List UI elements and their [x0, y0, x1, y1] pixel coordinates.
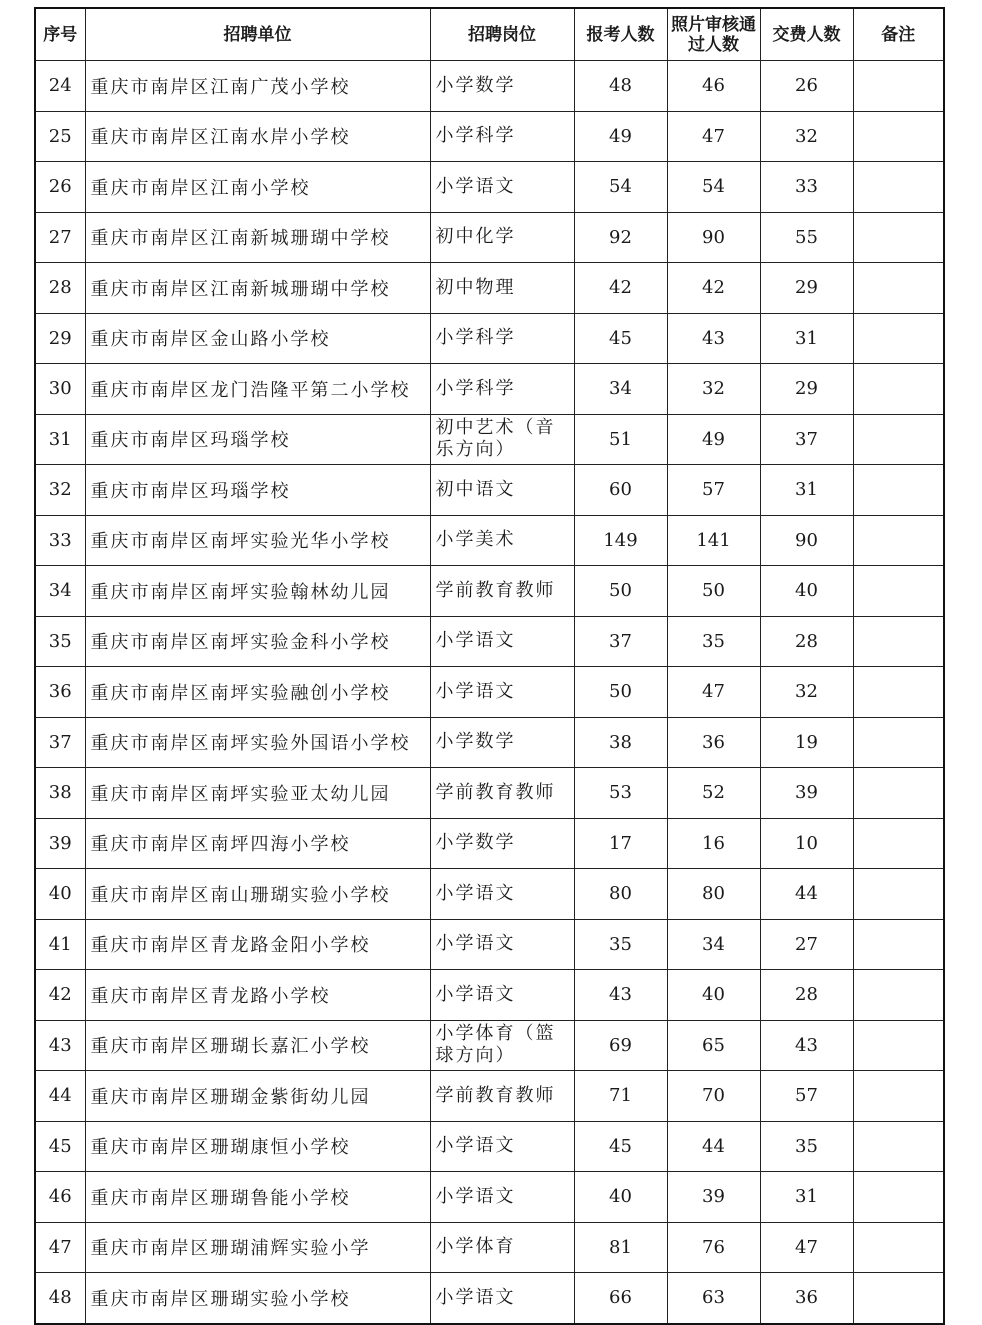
cell-seq: 30 — [35, 364, 85, 415]
cell-note — [853, 313, 944, 364]
cell-seq: 33 — [35, 515, 85, 566]
cell-unit: 重庆市南岸区南坪实验翰林幼儿园 — [85, 566, 430, 617]
cell-seq: 28 — [35, 263, 85, 314]
cell-apply: 149 — [574, 515, 667, 566]
cell-seq: 45 — [35, 1121, 85, 1172]
table-row — [35, 364, 944, 415]
cell-photo: 47 — [667, 111, 760, 162]
cell-photo: 47 — [667, 667, 760, 718]
table-row — [35, 667, 944, 718]
cell-photo: 35 — [667, 616, 760, 667]
cell-unit: 重庆市南岸区南坪实验金科小学校 — [85, 616, 430, 667]
cell-unit: 重庆市南岸区珊瑚浦辉实验小学 — [85, 1222, 430, 1273]
cell-note — [853, 667, 944, 718]
table-row — [35, 465, 944, 516]
cell-post: 学前教育教师 — [430, 768, 574, 819]
cell-unit: 重庆市南岸区龙门浩隆平第二小学校 — [85, 364, 430, 415]
cell-post: 小学语文 — [430, 1273, 574, 1324]
cell-post: 小学体育（篮球方向） — [430, 1020, 574, 1071]
cell-photo: 44 — [667, 1121, 760, 1172]
header-photo-text: 照片审核通过人数 — [671, 14, 756, 55]
cell-note — [853, 1172, 944, 1223]
table-row — [35, 515, 944, 566]
header-row — [35, 8, 944, 61]
cell-post: 小学数学 — [430, 717, 574, 768]
cell-seq: 40 — [35, 869, 85, 920]
cell-fee: 31 — [760, 1172, 853, 1223]
cell-apply: 42 — [574, 263, 667, 314]
cell-unit: 重庆市南岸区青龙路小学校 — [85, 970, 430, 1021]
cell-apply: 81 — [574, 1222, 667, 1273]
cell-fee: 31 — [760, 465, 853, 516]
cell-fee: 40 — [760, 566, 853, 617]
cell-apply: 37 — [574, 616, 667, 667]
cell-post: 小学数学 — [430, 818, 574, 869]
cell-fee: 39 — [760, 768, 853, 819]
recruitment-table — [34, 7, 945, 1325]
cell-unit: 重庆市南岸区江南水岸小学校 — [85, 111, 430, 162]
cell-post: 小学语文 — [430, 970, 574, 1021]
cell-apply: 50 — [574, 566, 667, 617]
table-row — [35, 313, 944, 364]
cell-apply: 66 — [574, 1273, 667, 1324]
cell-unit: 重庆市南岸区南坪实验光华小学校 — [85, 515, 430, 566]
cell-apply: 49 — [574, 111, 667, 162]
table-row — [35, 717, 944, 768]
cell-apply: 80 — [574, 869, 667, 920]
cell-note — [853, 919, 944, 970]
table-row — [35, 1222, 944, 1273]
cell-seq: 44 — [35, 1071, 85, 1122]
cell-note — [853, 212, 944, 263]
table-row — [35, 869, 944, 920]
cell-apply: 53 — [574, 768, 667, 819]
cell-seq: 38 — [35, 768, 85, 819]
cell-apply: 69 — [574, 1020, 667, 1071]
cell-photo: 141 — [667, 515, 760, 566]
cell-apply: 35 — [574, 919, 667, 970]
cell-note — [853, 162, 944, 213]
cell-post: 小学语文 — [430, 162, 574, 213]
cell-note — [853, 1121, 944, 1172]
cell-post: 小学科学 — [430, 111, 574, 162]
cell-post: 学前教育教师 — [430, 1071, 574, 1122]
cell-note — [853, 970, 944, 1021]
cell-note — [853, 515, 944, 566]
cell-note — [853, 717, 944, 768]
cell-seq: 32 — [35, 465, 85, 516]
cell-post: 小学语文 — [430, 667, 574, 718]
cell-photo: 70 — [667, 1071, 760, 1122]
header-photo — [667, 8, 760, 61]
cell-seq: 29 — [35, 313, 85, 364]
cell-apply: 45 — [574, 1121, 667, 1172]
cell-fee: 19 — [760, 717, 853, 768]
cell-fee: 44 — [760, 869, 853, 920]
cell-unit: 重庆市南岸区江南新城珊瑚中学校 — [85, 212, 430, 263]
cell-fee: 32 — [760, 667, 853, 718]
cell-unit: 重庆市南岸区珊瑚鲁能小学校 — [85, 1172, 430, 1223]
cell-post: 小学语文 — [430, 616, 574, 667]
cell-apply: 71 — [574, 1071, 667, 1122]
cell-fee: 27 — [760, 919, 853, 970]
cell-apply: 43 — [574, 970, 667, 1021]
cell-fee: 26 — [760, 61, 853, 112]
cell-post: 学前教育教师 — [430, 566, 574, 617]
cell-seq: 37 — [35, 717, 85, 768]
table-row — [35, 212, 944, 263]
cell-unit: 重庆市南岸区珊瑚长嘉汇小学校 — [85, 1020, 430, 1071]
table-row — [35, 616, 944, 667]
cell-photo: 76 — [667, 1222, 760, 1273]
cell-post: 小学科学 — [430, 364, 574, 415]
cell-photo: 52 — [667, 768, 760, 819]
cell-photo: 42 — [667, 263, 760, 314]
cell-unit: 重庆市南岸区珊瑚金紫街幼儿园 — [85, 1071, 430, 1122]
header-note: 备注 — [853, 8, 944, 61]
cell-apply: 51 — [574, 414, 667, 465]
cell-fee: 35 — [760, 1121, 853, 1172]
cell-unit: 重庆市南岸区青龙路金阳小学校 — [85, 919, 430, 970]
cell-post: 初中语文 — [430, 465, 574, 516]
cell-apply: 50 — [574, 667, 667, 718]
cell-photo: 46 — [667, 61, 760, 112]
header-fee: 交费人数 — [760, 8, 853, 61]
table-row — [35, 1172, 944, 1223]
cell-seq: 34 — [35, 566, 85, 617]
cell-unit: 重庆市南岸区江南广茂小学校 — [85, 61, 430, 112]
cell-apply: 48 — [574, 61, 667, 112]
cell-unit: 重庆市南岸区南坪实验融创小学校 — [85, 667, 430, 718]
cell-seq: 41 — [35, 919, 85, 970]
cell-post: 小学语文 — [430, 1121, 574, 1172]
cell-photo: 36 — [667, 717, 760, 768]
header-apply: 报考人数 — [574, 8, 667, 61]
header-post: 招聘岗位 — [430, 8, 574, 61]
cell-apply: 60 — [574, 465, 667, 516]
cell-unit: 重庆市南岸区玛瑙学校 — [85, 465, 430, 516]
cell-fee: 37 — [760, 414, 853, 465]
cell-seq: 42 — [35, 970, 85, 1021]
cell-seq: 25 — [35, 111, 85, 162]
cell-photo: 63 — [667, 1273, 760, 1324]
cell-seq: 24 — [35, 61, 85, 112]
cell-note — [853, 869, 944, 920]
cell-post: 小学科学 — [430, 313, 574, 364]
cell-post: 初中艺术（音乐方向） — [430, 414, 574, 465]
cell-note — [853, 1273, 944, 1324]
cell-note — [853, 61, 944, 112]
header-seq: 序号 — [35, 8, 85, 61]
cell-post: 小学语文 — [430, 869, 574, 920]
cell-unit: 重庆市南岸区南坪实验外国语小学校 — [85, 717, 430, 768]
cell-photo: 39 — [667, 1172, 760, 1223]
table-row — [35, 414, 944, 465]
table-row — [35, 162, 944, 213]
cell-note — [853, 616, 944, 667]
cell-fee: 31 — [760, 313, 853, 364]
cell-post: 小学体育 — [430, 1222, 574, 1273]
cell-photo: 54 — [667, 162, 760, 213]
cell-fee: 29 — [760, 364, 853, 415]
cell-unit: 重庆市南岸区江南新城珊瑚中学校 — [85, 263, 430, 314]
cell-note — [853, 465, 944, 516]
cell-fee: 36 — [760, 1273, 853, 1324]
table-row — [35, 768, 944, 819]
cell-fee: 28 — [760, 616, 853, 667]
cell-photo: 40 — [667, 970, 760, 1021]
cell-photo: 65 — [667, 1020, 760, 1071]
table-row — [35, 919, 944, 970]
cell-photo: 32 — [667, 364, 760, 415]
cell-fee: 29 — [760, 263, 853, 314]
cell-seq: 43 — [35, 1020, 85, 1071]
cell-seq: 27 — [35, 212, 85, 263]
cell-note — [853, 414, 944, 465]
cell-unit: 重庆市南岸区金山路小学校 — [85, 313, 430, 364]
cell-unit: 重庆市南岸区南坪实验亚太幼儿园 — [85, 768, 430, 819]
cell-fee: 90 — [760, 515, 853, 566]
cell-seq: 39 — [35, 818, 85, 869]
cell-note — [853, 1020, 944, 1071]
cell-photo: 43 — [667, 313, 760, 364]
cell-fee: 28 — [760, 970, 853, 1021]
cell-unit: 重庆市南岸区南山珊瑚实验小学校 — [85, 869, 430, 920]
cell-photo: 49 — [667, 414, 760, 465]
cell-fee: 32 — [760, 111, 853, 162]
cell-post: 小学语文 — [430, 1172, 574, 1223]
cell-fee: 57 — [760, 1071, 853, 1122]
cell-post: 初中化学 — [430, 212, 574, 263]
table-row — [35, 1020, 944, 1071]
cell-seq: 47 — [35, 1222, 85, 1273]
table-row — [35, 1273, 944, 1324]
cell-note — [853, 263, 944, 314]
cell-post: 初中物理 — [430, 263, 574, 314]
table-row — [35, 61, 944, 112]
table-row — [35, 111, 944, 162]
table-body — [35, 61, 944, 1324]
cell-unit: 重庆市南岸区珊瑚康恒小学校 — [85, 1121, 430, 1172]
table-row — [35, 1121, 944, 1172]
cell-note — [853, 768, 944, 819]
cell-note — [853, 111, 944, 162]
cell-unit: 重庆市南岸区江南小学校 — [85, 162, 430, 213]
cell-fee: 10 — [760, 818, 853, 869]
cell-fee: 43 — [760, 1020, 853, 1071]
cell-seq: 35 — [35, 616, 85, 667]
table-row — [35, 263, 944, 314]
cell-photo: 34 — [667, 919, 760, 970]
cell-photo: 90 — [667, 212, 760, 263]
cell-apply: 45 — [574, 313, 667, 364]
recruitment-table-sheet — [34, 7, 943, 1325]
header-unit: 招聘单位 — [85, 8, 430, 61]
table-row — [35, 566, 944, 617]
cell-photo: 50 — [667, 566, 760, 617]
table-row — [35, 818, 944, 869]
cell-fee: 55 — [760, 212, 853, 263]
cell-note — [853, 364, 944, 415]
cell-photo: 57 — [667, 465, 760, 516]
cell-unit: 重庆市南岸区玛瑙学校 — [85, 414, 430, 465]
cell-seq: 46 — [35, 1172, 85, 1223]
cell-post: 小学语文 — [430, 919, 574, 970]
cell-apply: 40 — [574, 1172, 667, 1223]
cell-note — [853, 1222, 944, 1273]
cell-apply: 92 — [574, 212, 667, 263]
cell-apply: 34 — [574, 364, 667, 415]
table-row — [35, 970, 944, 1021]
table-row — [35, 1071, 944, 1122]
cell-fee: 33 — [760, 162, 853, 213]
cell-fee: 47 — [760, 1222, 853, 1273]
cell-apply: 17 — [574, 818, 667, 869]
cell-photo: 80 — [667, 869, 760, 920]
cell-note — [853, 818, 944, 869]
cell-note — [853, 566, 944, 617]
cell-seq: 36 — [35, 667, 85, 718]
cell-photo: 16 — [667, 818, 760, 869]
cell-unit: 重庆市南岸区珊瑚实验小学校 — [85, 1273, 430, 1324]
cell-unit: 重庆市南岸区南坪四海小学校 — [85, 818, 430, 869]
cell-apply: 38 — [574, 717, 667, 768]
cell-note — [853, 1071, 944, 1122]
cell-seq: 31 — [35, 414, 85, 465]
cell-seq: 26 — [35, 162, 85, 213]
table-header — [35, 8, 944, 61]
cell-post: 小学数学 — [430, 61, 574, 112]
cell-seq: 48 — [35, 1273, 85, 1324]
cell-post: 小学美术 — [430, 515, 574, 566]
cell-apply: 54 — [574, 162, 667, 213]
